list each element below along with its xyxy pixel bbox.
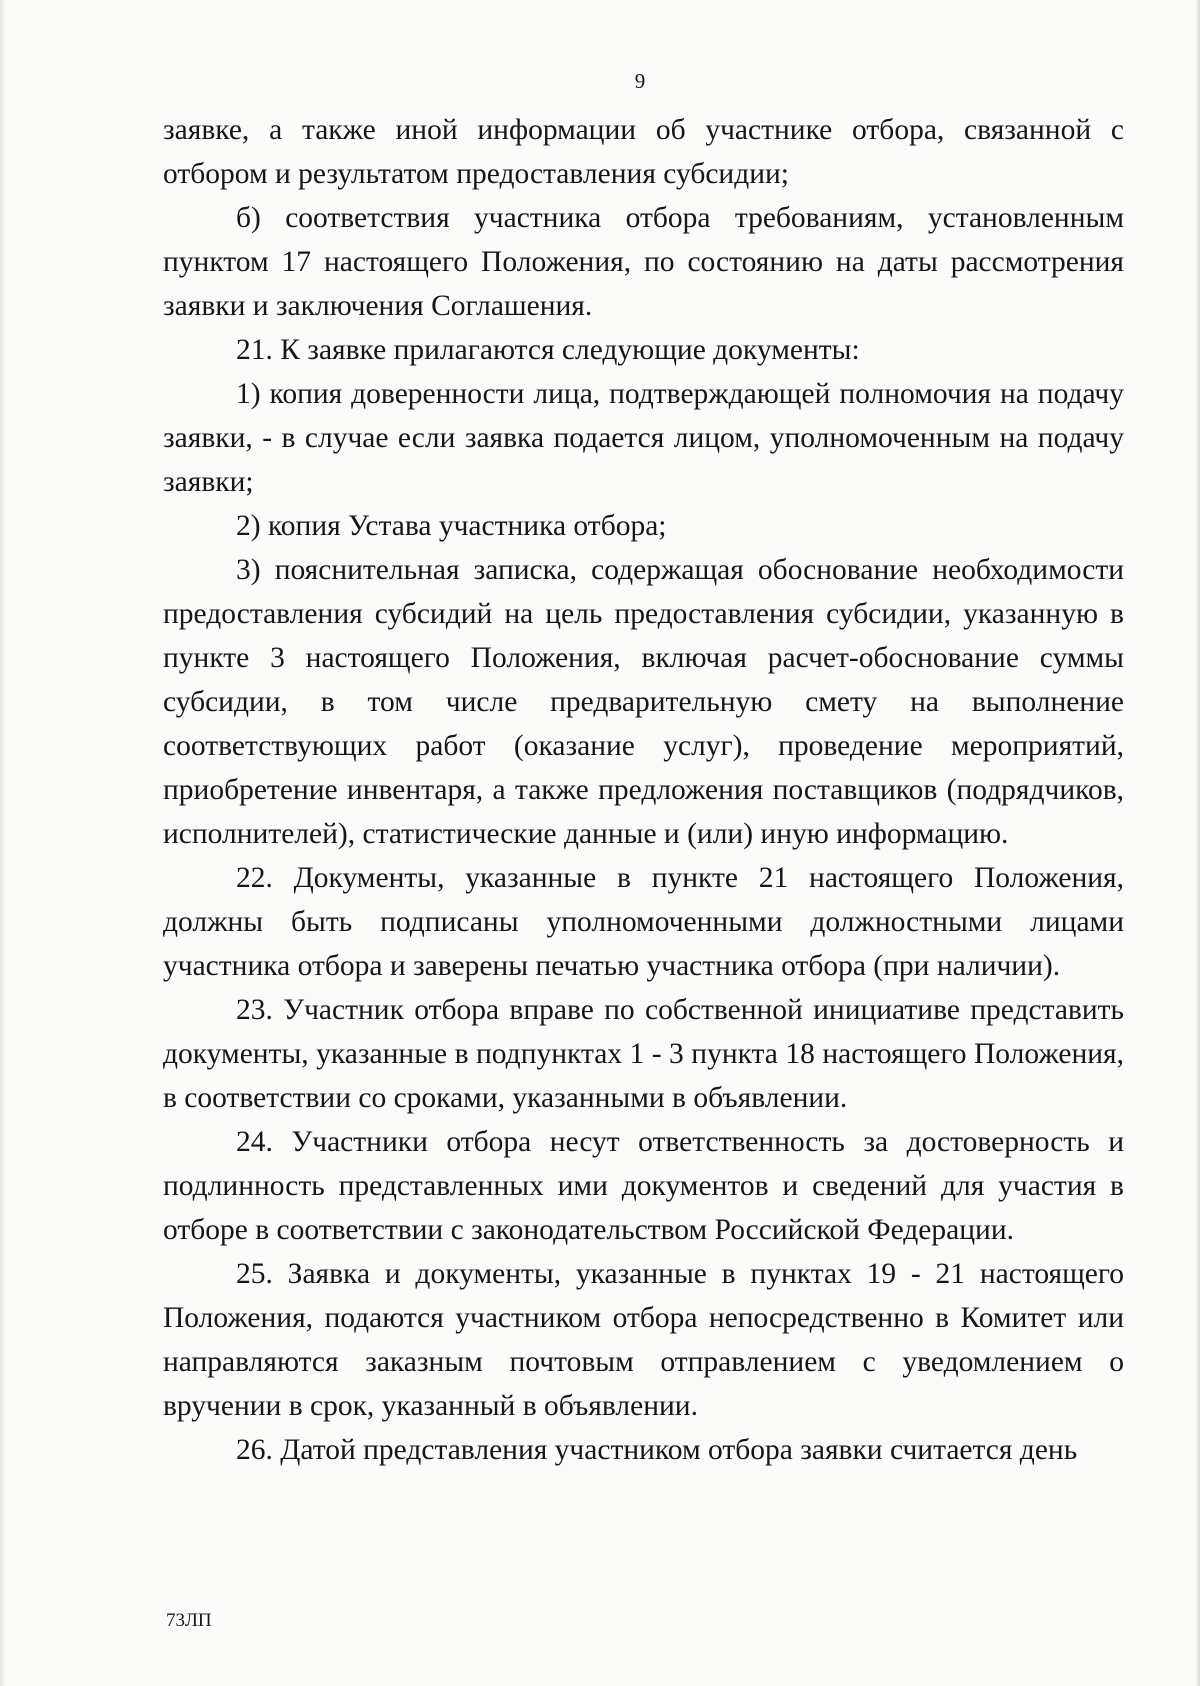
scan-edge-right bbox=[1195, 0, 1200, 1686]
paragraph-clause-23: 23. Участник отбора вправе по собственной инициативе представить документы, указанные в подпунктах 1 - 3 пункта 18 настоящего Положения, в соответствии со сроками, указанными в объявлении. bbox=[163, 994, 1124, 1114]
paragraph-clause-21-item-1: 1) копия доверенности лица, подтверждающей полномочия на подачу заявки, - в случае если заявка подается лицом, уполномоченным на подачу заявки; bbox=[163, 378, 1124, 498]
paragraph-clause-26: 26. Датой представления участником отбора заявки считается день bbox=[236, 1434, 1078, 1466]
paragraph-continuation: заявке, а также иной информации об участнике отбора, связанной с отбором и результатом предоставления субсидии; bbox=[163, 114, 1124, 190]
paragraph-clause-21-item-2: 2) копия Устава участника отбора; bbox=[236, 510, 667, 542]
paragraph-clause-21: 21. К заявке прилагаются следующие документы: bbox=[236, 334, 860, 366]
paragraph-clause-24: 24. Участники отбора несут ответственность за достоверность и подлинность представленных ими документов и сведений для участия в отборе в соответствии с законодательством Российской Федерации. bbox=[163, 1126, 1124, 1246]
paragraph-clause-21-item-3: 3) пояснительная записка, содержащая обоснование необходимости предоставления субсидий на цель предоставления субсидии, указанную в пункте 3 настоящего Положения, включая расчет-обоснование суммы субсидии, в том числе предварительную смету на выполнение соответствующих работ (оказание услуг), проведение мероприятий, приобретение инвентаря, а также предложения поставщиков (подрядчиков, исполнителей), статистические данные и (или) иную информацию. bbox=[163, 554, 1124, 850]
page-number: 9 bbox=[634, 69, 646, 93]
scan-edge-left bbox=[0, 0, 6, 1686]
footer-document-code: 73ЛП bbox=[166, 1610, 212, 1631]
document-body bbox=[163, 108, 1124, 1472]
paragraph-clause-25: 25. Заявка и документы, указанные в пунктах 19 - 21 настоящего Положения, подаются участником отбора непосредственно в Комитет или направляются заказным почтовым отправлением с уведомлением о вручении в срок, указанный в объявлении. bbox=[163, 1258, 1124, 1422]
paragraph-clause-22: 22. Документы, указанные в пункте 21 настоящего Положения, должны быть подписаны уполномоченными должностными лицами участника отбора и заверены печатью участника отбора (при наличии). bbox=[163, 862, 1124, 982]
paragraph-subitem-b: б) соответствия участника отбора требованиям, установленным пунктом 17 настоящего Положения, по состоянию на даты рассмотрения заявки и заключения Соглашения. bbox=[163, 202, 1124, 322]
